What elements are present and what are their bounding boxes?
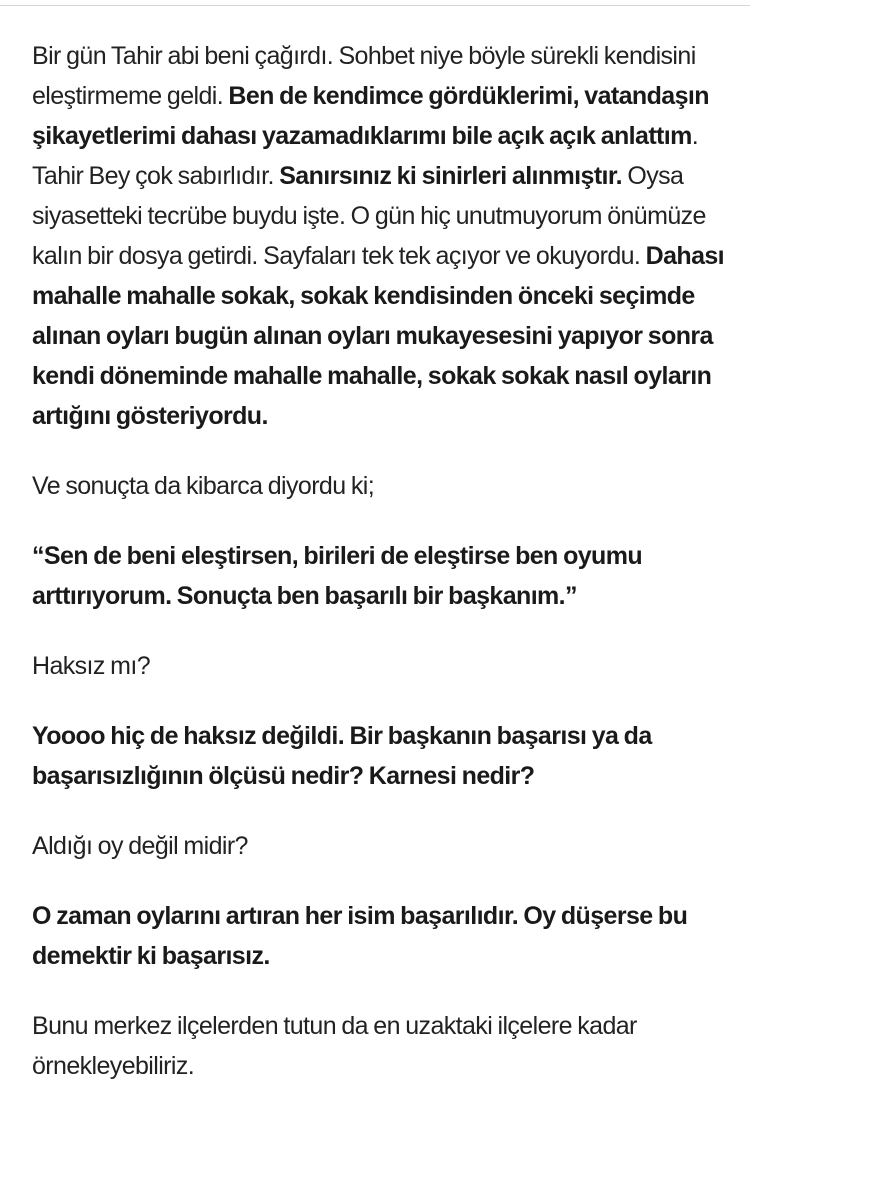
paragraph-4: Haksız mı? (32, 652, 151, 680)
quote-paragraph: “Sen de beni eleştirsen, birileri de eleştirse ben oyumu arttırıyorum. Sonuçta ben başarılı bir başkanım.” (32, 542, 643, 610)
paragraph-1-bold-3: Dahası mahalle mahalle sokak, sokak kendisinden önceki seçimde alınan oyları bugün alınan oyları mukayesesini yapıyor sonra kendi döneminde mahalle mahalle, sokak sokak nasıl oyların artığını gösteriyordu. (32, 242, 725, 430)
paragraph-5: Yoooo hiç de haksız değildi. Bir başkanın başarısı ya da başarısızlığının ölçüsü nedir? Karnesi nedir? (32, 722, 652, 790)
paragraph-1-bold-1: Ben de kendimce gördüklerimi, vatandaşın şikayetlerimi dahası yazamadıklarımı bile açık açık anlattım (32, 82, 709, 150)
paragraph-6: Aldığı oy değil midir? (32, 832, 248, 860)
paragraph-7: O zaman oylarını artıran her isim başarılıdır. Oy düşerse bu demektir ki başarısız. (32, 902, 688, 970)
top-divider (0, 5, 750, 6)
paragraph-1-text-3: Oysa siyasetteki tecrübe buydu işte. O gün hiç unutmuyorum önümüze kalın bir dosya getirdi. Sayfaları tek tek açıyor ve okuyordu. (32, 162, 706, 270)
paragraph-1-bold-2: Sanırsınız ki sinirleri alınmıştır. (279, 162, 622, 190)
paragraph-1-text-1: Bir gün Tahir abi beni çağırdı. Sohbet niye böyle sürekli kendisini eleştirmeme geldi. (32, 42, 696, 110)
article-body (32, 36, 752, 1116)
paragraph-1 (32, 36, 752, 436)
paragraph-2: Ve sonuçta da kibarca diyordu ki; (32, 472, 375, 500)
paragraph-8: Bunu merkez ilçelerden tutun da en uzaktaki ilçelere kadar örnekleyebiliriz. (32, 1012, 637, 1080)
paragraph-1-text-2: . Tahir Bey çok sabırlıdır. (32, 122, 699, 190)
